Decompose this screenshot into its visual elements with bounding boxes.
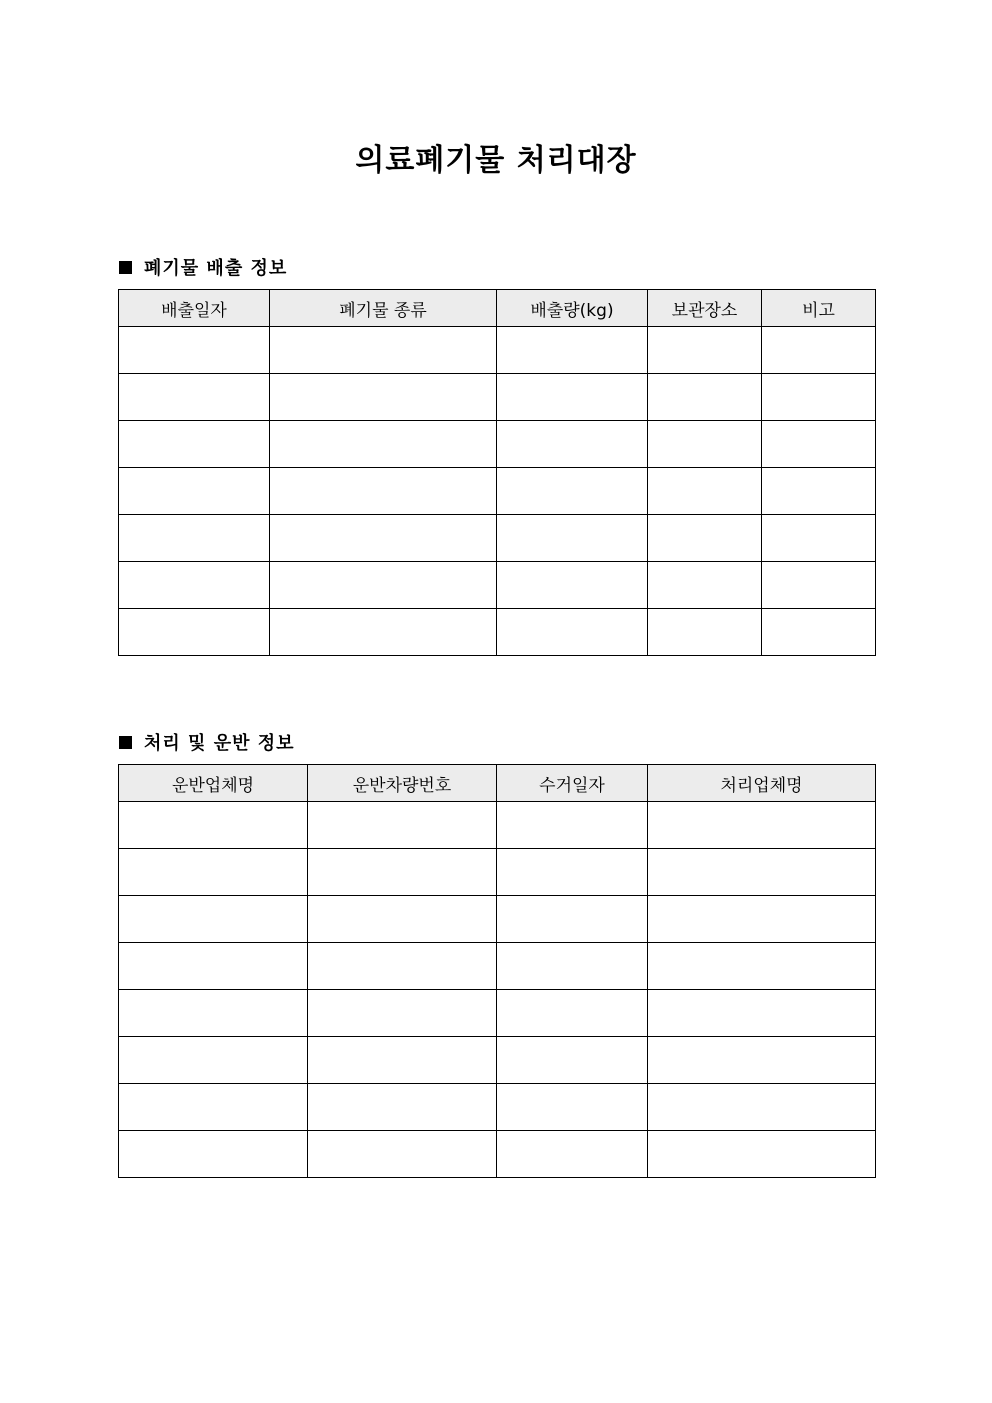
table-header-row — [119, 765, 876, 802]
table-cell[interactable] — [119, 515, 270, 562]
table-cell[interactable] — [648, 1037, 876, 1084]
table-cell[interactable] — [270, 609, 497, 656]
table-cell[interactable] — [497, 421, 648, 468]
column-header-waste-type: 폐기물 종류 — [270, 290, 497, 327]
column-header-transport-company: 운반업체명 — [119, 765, 308, 802]
column-header-discharge-amount: 배출량(kg) — [497, 290, 648, 327]
column-header-remarks: 비고 — [762, 290, 876, 327]
table-row — [119, 990, 876, 1037]
column-header-processing-company: 처리업체명 — [648, 765, 876, 802]
table-row — [119, 374, 876, 421]
table-cell[interactable] — [762, 421, 876, 468]
table-cell[interactable] — [497, 802, 648, 849]
table-cell[interactable] — [497, 468, 648, 515]
section-heading-label: 처리 및 운반 정보 — [144, 733, 295, 754]
processing-transport-table — [118, 764, 876, 1178]
table-cell[interactable] — [648, 849, 876, 896]
table-cell[interactable] — [648, 896, 876, 943]
table-cell[interactable] — [308, 1131, 497, 1178]
section-heading-processing — [119, 729, 295, 755]
table-cell[interactable] — [648, 1084, 876, 1131]
table-cell[interactable] — [762, 374, 876, 421]
table-row — [119, 327, 876, 374]
table-cell[interactable] — [270, 468, 497, 515]
table-cell[interactable] — [119, 374, 270, 421]
table-cell[interactable] — [497, 327, 648, 374]
table-cell[interactable] — [762, 515, 876, 562]
table-cell[interactable] — [497, 896, 648, 943]
table-cell[interactable] — [119, 849, 308, 896]
table-cell[interactable] — [119, 1084, 308, 1131]
table-cell[interactable] — [119, 1131, 308, 1178]
table-row — [119, 1084, 876, 1131]
table-cell[interactable] — [270, 515, 497, 562]
table-cell[interactable] — [497, 849, 648, 896]
table-cell[interactable] — [119, 468, 270, 515]
table-cell[interactable] — [308, 943, 497, 990]
table-cell[interactable] — [648, 1131, 876, 1178]
table-row — [119, 515, 876, 562]
column-header-discharge-date: 배출일자 — [119, 290, 270, 327]
section-heading-discharge — [119, 254, 287, 280]
table-cell[interactable] — [270, 374, 497, 421]
table-row — [119, 802, 876, 849]
column-header-storage-location: 보관장소 — [648, 290, 762, 327]
table-cell[interactable] — [762, 609, 876, 656]
table-cell[interactable] — [497, 562, 648, 609]
table-cell[interactable] — [648, 609, 762, 656]
table-cell[interactable] — [648, 943, 876, 990]
table-cell[interactable] — [270, 421, 497, 468]
square-bullet-icon — [119, 261, 132, 274]
table-cell[interactable] — [308, 1037, 497, 1084]
table-cell[interactable] — [762, 562, 876, 609]
table-row — [119, 849, 876, 896]
table-cell[interactable] — [308, 990, 497, 1037]
table-cell[interactable] — [648, 990, 876, 1037]
table-row — [119, 943, 876, 990]
table-cell[interactable] — [270, 562, 497, 609]
table-cell[interactable] — [497, 990, 648, 1037]
square-bullet-icon — [119, 736, 132, 749]
table-cell[interactable] — [497, 374, 648, 421]
document-title: 의료폐기물 처리대장 — [355, 143, 637, 178]
table-cell[interactable] — [648, 515, 762, 562]
table-cell[interactable] — [648, 327, 762, 374]
table-cell[interactable] — [119, 562, 270, 609]
table-cell[interactable] — [497, 515, 648, 562]
table-cell[interactable] — [497, 943, 648, 990]
table-cell[interactable] — [308, 1084, 497, 1131]
table-cell[interactable] — [497, 1084, 648, 1131]
table-cell[interactable] — [308, 802, 497, 849]
discharge-info-table — [118, 289, 876, 656]
table-cell[interactable] — [308, 849, 497, 896]
table-cell[interactable] — [648, 421, 762, 468]
table-row — [119, 468, 876, 515]
table-cell[interactable] — [119, 609, 270, 656]
table-cell[interactable] — [119, 896, 308, 943]
table-cell[interactable] — [119, 327, 270, 374]
table-header-row — [119, 290, 876, 327]
table-cell[interactable] — [119, 990, 308, 1037]
table-row — [119, 896, 876, 943]
table-cell[interactable] — [119, 421, 270, 468]
table-row — [119, 609, 876, 656]
table-cell[interactable] — [648, 562, 762, 609]
column-header-vehicle-number: 운반차량번호 — [308, 765, 497, 802]
section-heading-label: 폐기물 배출 정보 — [144, 258, 288, 279]
table-cell[interactable] — [762, 468, 876, 515]
table-cell[interactable] — [270, 327, 497, 374]
table-cell[interactable] — [762, 327, 876, 374]
table-cell[interactable] — [119, 943, 308, 990]
table-cell[interactable] — [648, 802, 876, 849]
table-row — [119, 421, 876, 468]
column-header-collection-date: 수거일자 — [497, 765, 648, 802]
table-cell[interactable] — [119, 802, 308, 849]
table-cell[interactable] — [648, 468, 762, 515]
table-row — [119, 1037, 876, 1084]
table-cell[interactable] — [308, 896, 497, 943]
table-cell[interactable] — [497, 1037, 648, 1084]
table-cell[interactable] — [497, 609, 648, 656]
table-cell[interactable] — [119, 1037, 308, 1084]
table-cell[interactable] — [497, 1131, 648, 1178]
table-row — [119, 1131, 876, 1178]
table-cell[interactable] — [648, 374, 762, 421]
table-row — [119, 562, 876, 609]
